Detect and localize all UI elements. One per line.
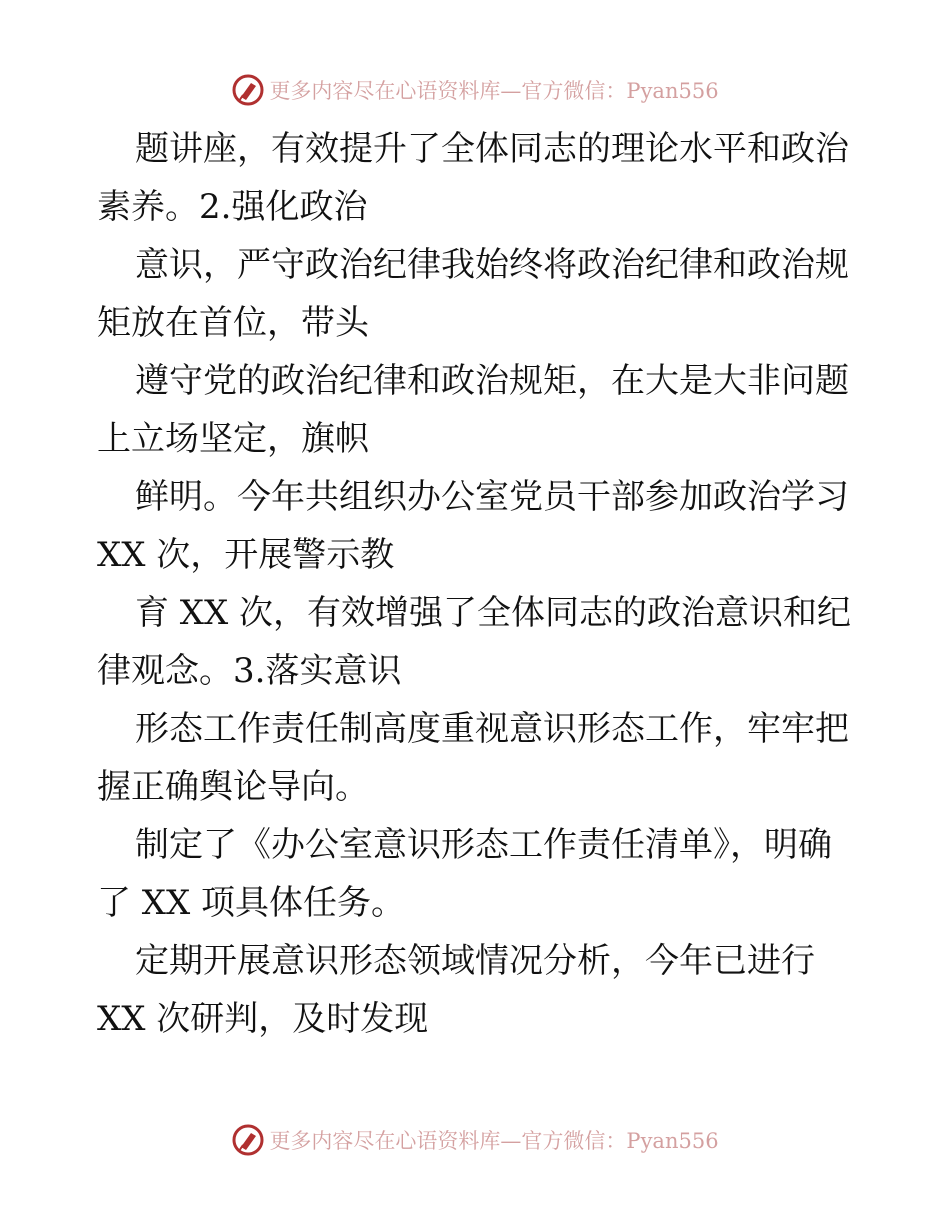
body-line: 题讲座，有效提升了全体同志的理论水平和政治 bbox=[135, 129, 849, 169]
body-line: 了 XX 项具体任务。 bbox=[97, 883, 406, 923]
document-body bbox=[97, 120, 857, 1048]
body-line: 握正确舆论导向。 bbox=[97, 767, 369, 807]
body-line: 育 XX 次，有效增强了全体同志的政治意识和纪 bbox=[135, 593, 852, 633]
body-line: 上立场坚定，旗帜 bbox=[97, 419, 369, 459]
body-line: 意识，严守政治纪律我始终将政治纪律和政治规 bbox=[135, 245, 849, 285]
body-line: XX 次，开展警示教 bbox=[97, 535, 395, 575]
body-line: XX 次研判，及时发现 bbox=[97, 999, 429, 1039]
header-watermark bbox=[0, 70, 950, 110]
pen-nib-logo-icon bbox=[231, 1123, 265, 1157]
pen-nib-logo-icon bbox=[231, 73, 265, 107]
body-line: 素养。2.强化政治 bbox=[97, 187, 368, 227]
body-line: 鲜明。今年共组织办公室党员干部参加政治学习 bbox=[135, 477, 849, 517]
body-line: 矩放在首位，带头 bbox=[97, 303, 369, 343]
watermark-text: 更多内容尽在心语资料库—官方微信：Pyan556 bbox=[269, 1129, 719, 1153]
body-line: 定期开展意识形态领域情况分析，今年已进行 bbox=[135, 941, 815, 981]
watermark-text: 更多内容尽在心语资料库—官方微信：Pyan556 bbox=[269, 79, 719, 103]
body-line: 形态工作责任制高度重视意识形态工作，牢牢把 bbox=[135, 709, 849, 749]
body-line: 律观念。3.落实意识 bbox=[97, 651, 402, 691]
footer-watermark bbox=[0, 1120, 950, 1160]
body-line: 遵守党的政治纪律和政治规矩，在大是大非问题 bbox=[135, 361, 849, 401]
body-line: 制定了《办公室意识形态工作责任清单》，明确 bbox=[135, 825, 832, 865]
